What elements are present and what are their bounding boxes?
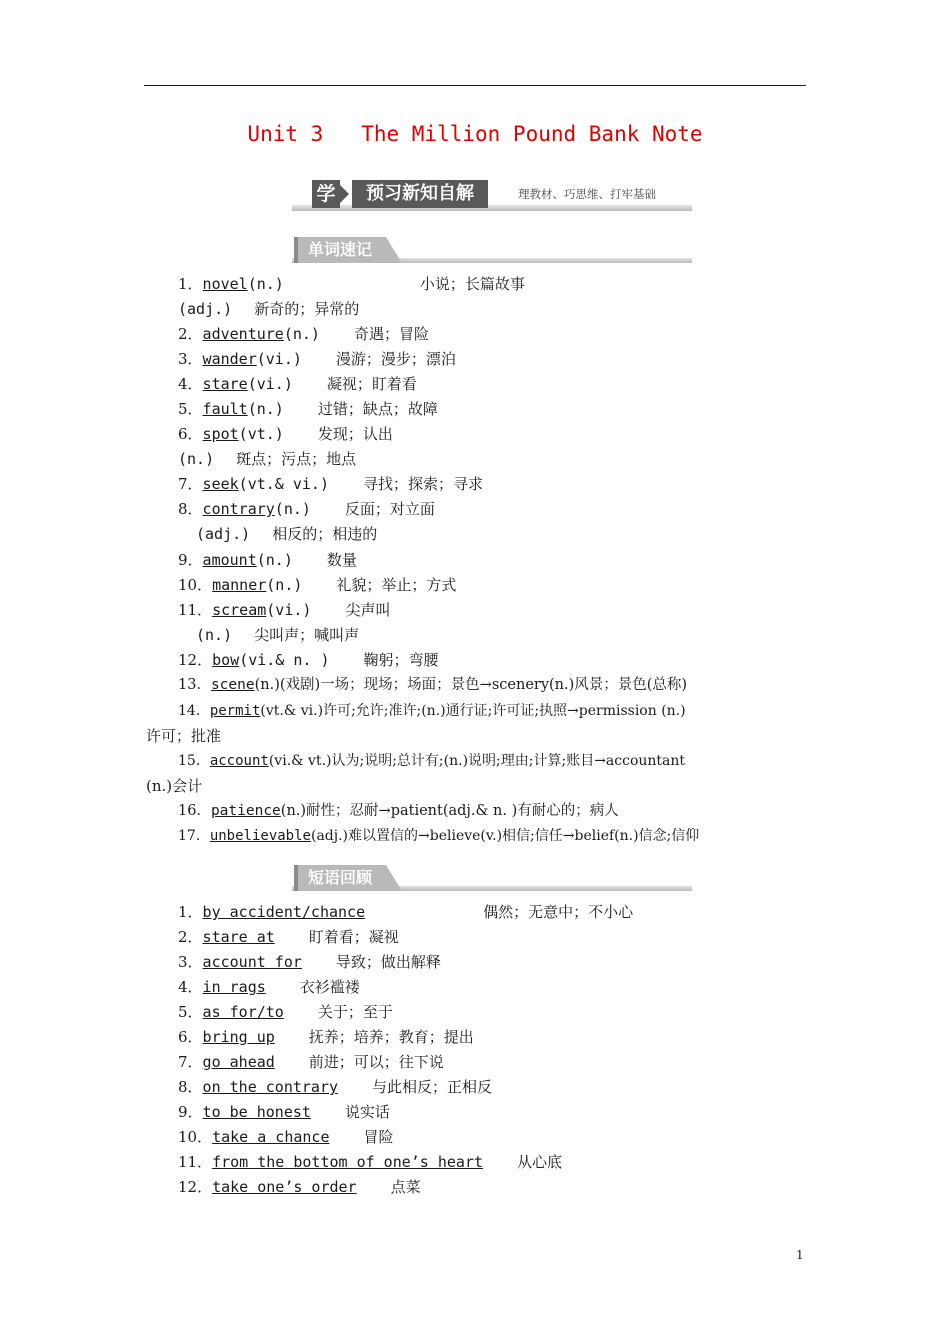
word-entry: (adj.) 新奇的；异常的 [178, 300, 360, 318]
word-entry: 11．scream(vi.) 尖声叫 [178, 601, 391, 619]
word-entry: 1．novel(n.) 小说；长篇故事 [178, 275, 525, 293]
word-entry: 14．permit(vt.& vi.)许可;允许;准许;(n.)通行证;许可证;执照→permission (n.) [178, 703, 686, 719]
phrases-section-tab [292, 864, 692, 894]
word-entry: 6．spot(vt.) 发现；认出 [178, 425, 393, 443]
phrase-entry: 9．to be honest 说实话 [178, 1103, 390, 1121]
page-title: Unit 3 The Million Pound Bank Note [247, 122, 703, 146]
phrase-entry: 10．take a chance 冒险 [178, 1128, 394, 1146]
words-section-tab [292, 236, 692, 266]
word-entry-continuation: (n.)会计 [146, 777, 203, 795]
section-banner [292, 178, 692, 212]
word-entry-continuation: 许可；批准 [146, 727, 222, 745]
banner-subtitle: 理教材、巧思维、打牢基础 [518, 187, 656, 201]
word-entry: 8．contrary(n.) 反面；对立面 [178, 500, 435, 518]
phrase-entry: 7．go ahead 前进；可以；往下说 [178, 1053, 444, 1071]
phrase-entry: 5．as for/to 关于；至于 [178, 1003, 393, 1021]
word-entry: (adj.) 相反的；相违的 [196, 525, 378, 543]
word-entry: (n.) 尖叫声；喊叫声 [196, 626, 360, 644]
word-entry: 13．scene(n.)(戏剧)一场；现场；场面；景色→scenery(n.)风景；景色(总称) [178, 677, 688, 693]
word-entry: 4．stare(vi.) 凝视；盯着看 [178, 375, 417, 393]
word-entry: 5．fault(n.) 过错；缺点；故障 [178, 400, 438, 418]
words-section-label: 单词速记 [294, 237, 386, 263]
word-entry: 7．seek(vt.& vi.) 寻找；探索；寻求 [178, 475, 483, 493]
word-entry: 9．amount(n.) 数量 [178, 551, 357, 569]
phrase-entry: 3．account for 导致；做出解释 [178, 953, 441, 971]
phrases-section-label: 短语回顾 [294, 865, 386, 891]
page-number: 1 [796, 1248, 804, 1262]
phrase-entry: 12．take one’s order 点菜 [178, 1178, 421, 1196]
word-entry: 17．unbelievable(adj.)难以置信的→believe(v.)相信;信任→belief(n.)信念;信仰 [178, 828, 700, 844]
word-entry: (n.) 斑点；污点；地点 [178, 450, 357, 468]
phrase-entry: 4．in rags 衣衫褴褛 [178, 978, 360, 996]
word-entry: 12．bow(vi.& n. ) 鞠躬；弯腰 [178, 651, 439, 669]
phrase-entry: 6．bring up 抚养；培养；教育；提出 [178, 1028, 474, 1046]
word-entry: 2．adventure(n.) 奇遇；冒险 [178, 325, 429, 343]
phrase-entry: 1．by accident/chance 偶然；无意中；不小心 [178, 903, 634, 921]
phrase-entry: 11．from the bottom of one’s heart 从心底 [178, 1153, 563, 1171]
phrase-entry: 2．stare at 盯着看；凝视 [178, 928, 399, 946]
word-entry: 10．manner(n.) 礼貌；举止；方式 [178, 576, 457, 594]
header-rule [144, 85, 806, 86]
phrase-entry: 8．on the contrary 与此相反；正相反 [178, 1078, 493, 1096]
word-entry: 16．patience(n.)耐性；忍耐→patient(adj.& n. )有耐心的；病人 [178, 803, 619, 819]
banner-heading: 预习新知自解 [352, 180, 488, 208]
word-entry: 3．wander(vi.) 漫游；漫步；漂泊 [178, 350, 456, 368]
banner-badge: 学 [312, 180, 340, 208]
word-entry: 15．account(vi.& vt.)认为;说明;总计有;(n.)说明;理由;计算;账目→accountant [178, 753, 686, 769]
